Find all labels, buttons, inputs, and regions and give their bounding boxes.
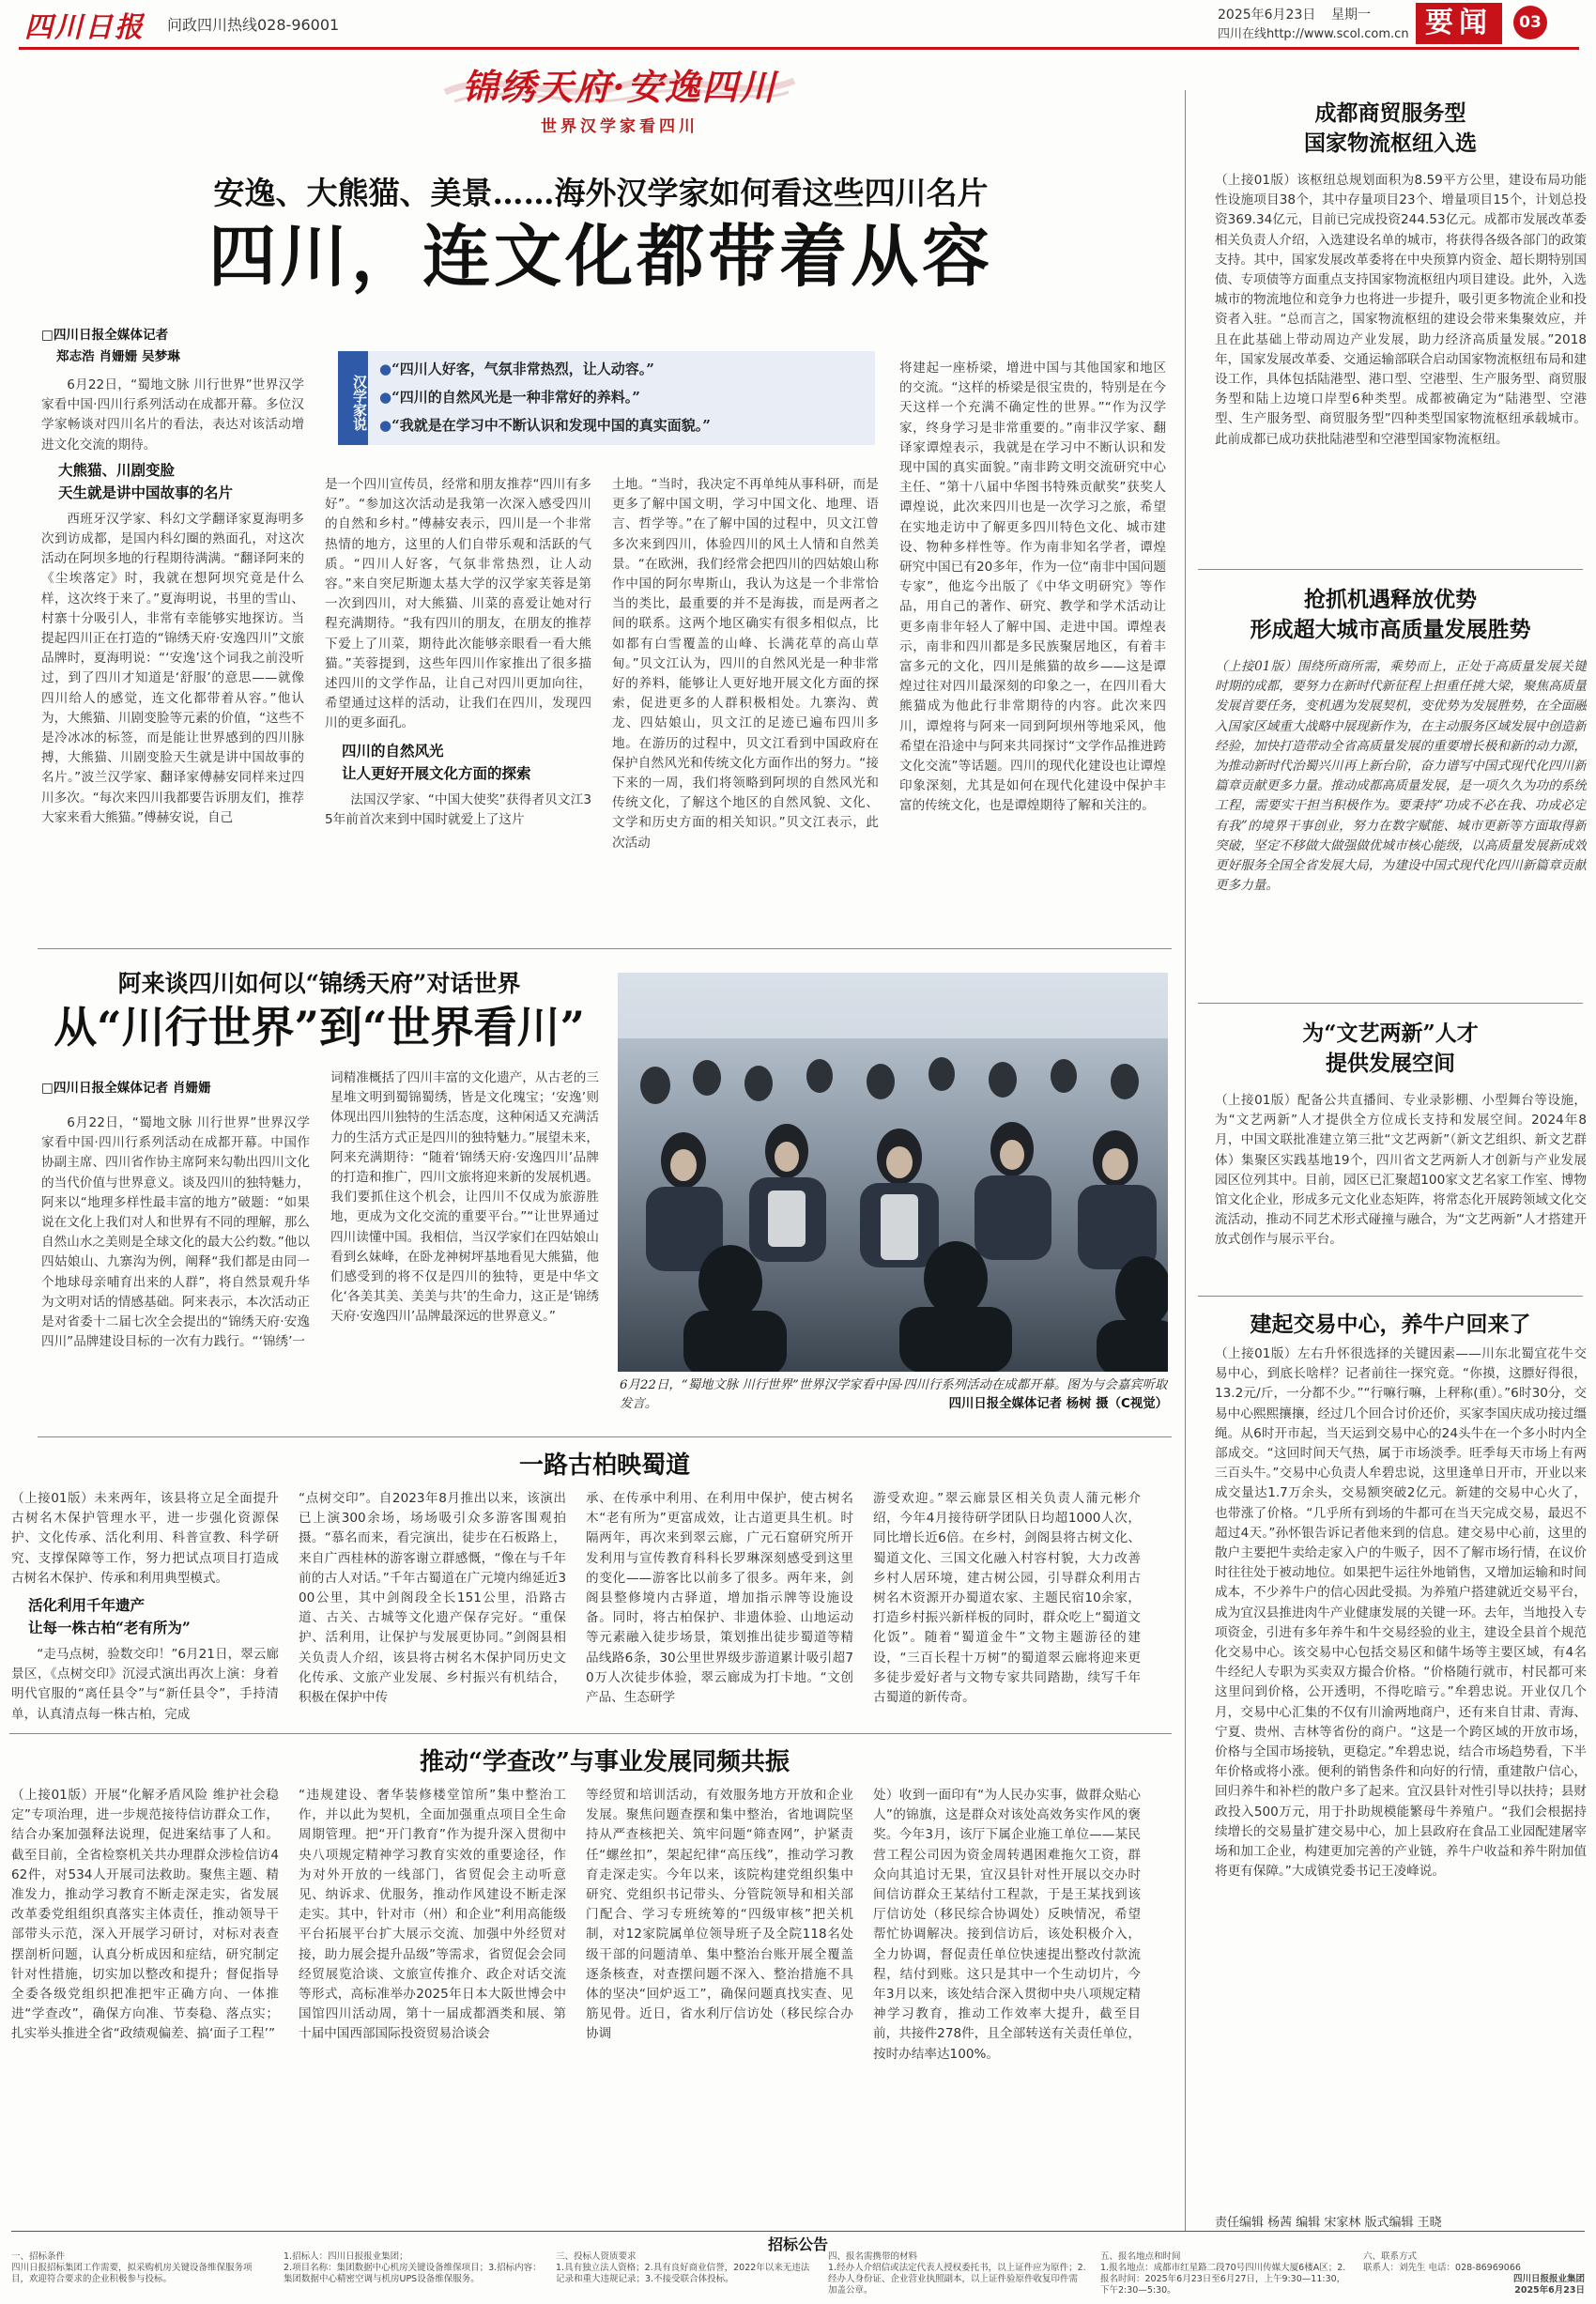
story4-col4-body: 处）收到一面印有“为人民办实事，做群众贴心人”的锦旗，这是群众对该处高效务实作风的褒奖。今年3月，该厅下属企业施工单位——某民营工程公司因为资金周转遇困难拖欠工资，群众向其追讨无果，宜汉县针对性开展以交办时间信访群众王某结付工程款，于是王某找到该厅信访处（移民综合协调处）反映情况，希望帮忙协调解决。接到信访后，该处积极介入，全力协调，督促责任单位快速提出整改付款流程，结付到账。这只是其中一个生动切片，今年3月以来，该处结合深入贯彻中央八项规定精神学习教育，推动工作效率大提升，截至目前，共接件278件，且全部转送有关责任单位，按时办结率达100%。	[873, 1788, 1141, 2062]
story4-col1-body: （上接01版）开展“化解矛盾风险 维护社会稳定”专项治理，进一步规范接待信访群众工作，结合办案加强释法说理，促进案结事了人和。截至目前，全省检察机关共办理群众涉检信访462件，对534人开展司法救助。聚焦主题、精准发力，推动学习教育不断走深走实，省发展改革委党组组织真落实主体责任，推动领导干部带头示范，深入开展学习研讨，对标对表查摆剖析问题，认真分析成因和症结，研究制定针对性措施，切实加以整改和提升；督促指导全委各级党组织把准把牢正确方向、一体推进“学查改”，确保方向准、节奏稳、落点实；扎实举头推进全省“政绩观偏差、搞‘面子工程’”	[11, 1788, 279, 2042]
story4-headline: 推动“学查改”与事业发展同频共振	[420, 1748, 790, 1776]
masthead-rule	[19, 47, 1579, 50]
sidebar-headline-1a: 成都商贸服务型	[1314, 100, 1466, 126]
story1-subhead-2b: 让人更好开展文化方面的探索	[342, 763, 531, 782]
story1-col2-body: 是一个四川宣传员，经常和朋友推荐“四川有多好”。“参加这次活动是我第一次深入感受四川的自然和乡村。”傅赫安表示，四川是一个非常热情的地方，这里的人们自带乐观和活跃的气质。“四川人好客，气氛非常热烈，让人动容。”来自突尼斯迦太基大学的汉学家芙蓉是第一次到四川，对大熊猫、川菜的喜爱让她对行程充满期待。“我有四川的朋友，在朋友的推荐下爱上了川菜，期待此次能够亲眼看一看大熊猫。”芙蓉提到，这些年四川作家推出了很多描述四川的文学作品，让自己对四川更加向往，希望通过这样的活动，让我们在四川，发现四川的更多面孔。	[325, 477, 591, 731]
quote-3	[379, 415, 711, 435]
sidebar-story-4	[1215, 1344, 1587, 2210]
story4-col3-body: 等经贸和培训活动，有效服务地方开放和企业发展。聚焦问题查摆和集中整治，省地调院坚持从严查核把关、筑牢问题“筛查网”，护紧责任“螺丝扣”，架起纪律“高压线”，推动学习教育走深走实。今年以来，该院构建党组织集中研究、党组织书记带头、分管院领导和相关部门配合、学习专班统筹的“四级审核”把关机制，对12家院属单位领导班子及全院118名处级干部的问题清单、集中整治台账开展全覆盖逐条核查，对查摆问题不深入、整治措施不具体的坚决“回炉返工”，确保问题真找实查、见筋见骨。近日，省水利厅信访处（移民综合办协调	[586, 1788, 853, 2042]
notice-col-4	[828, 2251, 1086, 2302]
conference-photo[interactable]	[618, 973, 1168, 1372]
story1-lead: 6月22日，“蜀地文脉 川行世界”世界汉学家看中国·四川行系列活动在成都开幕。多位汉学家畅谈对四川名片的看法，表达对该活动增进文化交流的期待。	[41, 377, 304, 453]
story2-col1-body: 6月22日，“蜀地文脉 川行世界”世界汉学家看中国·四川行系列活动在成都开幕。中国作协副主席、四川省作协主席阿来勾勒出四川文化的当代价值与世界意义。谈及四川的独特魅力，阿来以“地理多样性最丰富的地方”破题：“如果说在文化上我们对人和世界有不同的理解，那么自然山水之美则是全球文化的最大公约数。”他以四姑娘山、九寨沟为例，阐释“我们都是由同一个地球母亲哺育出来的人群”，将自然景观升华为文明对话的情感基础。阿来表示，本次活动正是对省委十二届七次全会提出的“锦绣天府·安逸四川”品牌建设目标的一次有力践行。“‘锦绣’一	[41, 1115, 310, 1350]
notice-col-2	[284, 2251, 542, 2302]
notice-col-1-text: 四川日报招标集团工作需要，拟采购机房关键设备维保服务项目，欢迎符合要求的企业积极参与投标。	[11, 2263, 253, 2284]
sidebar-story-4-body: （上接01版）左右升怀很选择的关键因素——川东北蜀宜花牛交易中心，到底长啥样？记者前往一探究竟。“你摸，这膘好得很，13.2元/斤，一分都不少。”“行嘛行嘛，上秤称(重）。”6时30分，交易中心熙熙攘攘，经过几个回合讨价还价，买家李国庆成功接过缰绳。从6时开市起，当天运到交易中心的24头牛在一个多小时内全部成交。“这回时间天气热，属于市场淡季。旺季每天市场上有两三百头牛。”交易中心负责人牟碧忠说，这里逢单日开市，开业以来成交量达1.7万余头，交易额突破2亿元。新建的交易中心火了，也带涨了价格。“几乎所有到场的牛都可在当天完成交易，最迟不超过4天。”孙怀银告诉记者他来到的信息。建交易中心前，这里的散户主要把牛卖给走家入户的牛贩子，因不了解市场行情，在议价时往往处于被动地位。如果把牛运往外地销售，又增加运输和时间成本，不少养牛户的信心因此受损。为养殖户搭建就近交易平台，成为宜汉县推进肉牛产业健康发展的关键一环。去年，当地投入专项资金，引进有多年养牛和牛交易经验的业主，建设全县首个规范化交易中心。该交易中心包括交易区和储牛场等主要区域，有4名牛经纪人专职为买卖双方撮合价格。“价格随行就市，村民都可来这里问到价格，公开透明，不得吃暗亏。”牟碧忠说。开业仅几个月，交易中心汇集的不仅有川渝两地商户，还有来自甘肃、青海、宁夏、贵州、吉林等省份的商户。“这是一个跨区域的开放市场，价格与全国市场接轨，更稳定。”牟碧忠说，结合市场趋势看，下半年价格或将小涨。便利的销售条件和向好的行情，重建散户信心，回归养牛和补栏的散户多了起来。宜汉县针对性引导以扶持；县财政投入500万元，用于扑助规模能繁母牛养殖户。“我们会根据持续增长的交易量扩建交易中心，加上县政府在食品工业园配建屠宰场和加工企业，构建更加完善的产业链，养牛户收益和养牛附加值将更有保障。”大成镇党委书记王凌峰说。	[1215, 1346, 1587, 1880]
topic-banner	[413, 53, 826, 139]
notice-col-5-heading: 五、报名地点和时间	[1100, 2251, 1181, 2262]
story3-subhead-a: 活化利用千年遗产	[28, 1596, 146, 1615]
notice-col-6-heading: 六、联系方式	[1363, 2251, 1418, 2262]
story3-col2-body: “点树交印”。自2023年8月推出以来，该演出已上演300余场，场场吸引众多游客围观拍摄。“慕名而来，看完演出，徒步在石板路上，来自广西桂林的游客谢立群感慨，“像在与千年前的古人对话。”千年古蜀道在广元境内绵延近300公里，其中剑阁段全长151公里，沿路古道、古关、古城等文化遗产保存完好。“重保护、活利用，让保护与发展更协同。”剑阁县相关负责人介绍，该县将古树名木保护同历史文化传承、文旅产业发展、乡村振兴有机结合，积极在保护中传	[299, 1491, 566, 1706]
story1-col3-body: 土地。“当时，我决定不再单纯从事科研，而是更多了解中国文明，学习中国文化、地理、语言、哲学等。”在了解中国的过程中，贝文江曾多次来到四川，体验四川的风土人情和自然美景。“在欧洲，我们经常会把四川的四姑娘山称作中国的阿尔卑斯山，我认为这是一个非常恰当的类比，最重要的并不是海拔，而是两者之间的联系。这两个地区确实有很多相似点，比如都有白雪覆盖的山峰、长满花草的高山草甸。”贝文江认为，四川的自然风光是一种非常好的养料，能够让人更好地开展文化方面的探索，促进更多的人群积极相处。九寨沟、黄龙、四姑娘山，贝文江的足迹已遍布四川多地。在游历的过程中，贝文江看到中国政府在保护自然风光和传统文化方面作出的努力。“接下来的一周，我们将领略到阿坝的自然风光和传统文化，了解这个地区的自然风貌、文化、文学和历史方面的相关知识。”贝文江表示，此次活动	[612, 477, 879, 851]
sidebar-rule-1	[1198, 569, 1583, 570]
page-number-badge: 03	[1513, 6, 1547, 39]
story2-column-2	[330, 1068, 599, 1433]
banner-title: 锦绣天府·安逸四川	[462, 66, 777, 108]
sidebar-rule-3	[1198, 1296, 1583, 1297]
story2-headline: 从“川行世界”到“世界看川”	[54, 1002, 585, 1052]
sidebar-rule-2	[1198, 1003, 1583, 1004]
quotes-label-text: 汉学家说	[351, 375, 368, 431]
quote-1	[379, 359, 654, 378]
sidebar-headline-2b: 形成超大城市高质量发展胜势	[1250, 617, 1531, 642]
notice-col-3	[556, 2251, 814, 2302]
sidebar-story-3	[1215, 1091, 1587, 1288]
story2-column-1	[41, 1114, 310, 1433]
story1-col4-body: 将建起一座桥梁，增进中国与其他国家和地区的交流。“这样的桥梁是很宝贵的，特别是在今天这样一个充满不确定性的世界。”“作为汉学家，终身学习是非常重要的。”南非汉学家、翻译家谭煌表示，我就是在学习中不断认识和发现中国的真实面貌。”南非跨文明交流研究中心主任、“第十八届中华图书特殊贡献奖”获奖人谭煌说，此次来四川也是一次学习之旅，希望在实地走访中了解更多四川特色文化、城市建设、物种多样性等。作为南非知名学者，谭煌研究中国已有20多年，作为一位“南非中国问题专家”，他迄今出版了《中华文明研究》等作品，用自己的著作、研究、教学和学术活动让更多南非年轻人了解中国、走进中国。谭煌表示，南非和四川都是多民族聚居地区，有着丰富多元的文化，四川是熊猫的故乡——这是谭煌过往对四川最深刻的印象之一，在四川看大熊猫成为他此行非常期待的内容。此次来四川，谭煌将与阿来一同到阿坝州等地采风，他希望在沿途中与阿来共同探讨“文学作品推进跨文化交流”等话题。四川的现代化建设也让谭煌印象深刻，尤其是如何在现代化建设中保护丰富的传统文化，也是谭煌期待了解和关注的。	[899, 361, 1166, 814]
bullet-icon: ●	[379, 361, 392, 377]
story3-bottom-rule	[9, 1733, 1172, 1734]
quote-2-text: “四川的自然风光是一种非常好的养料。”	[391, 389, 640, 406]
sidebar-headline-4: 建起交易中心，养牛户回来了	[1250, 1312, 1531, 1337]
story1-kicker: 安逸、大熊猫、美景……海外汉学家如何看这些四川名片	[213, 175, 989, 211]
bullet-icon: ●	[379, 417, 392, 434]
story1-subhead-2a: 四川的自然风光	[342, 741, 444, 760]
story1-col2b-body: 法国汉学家、“中国大使奖”获得者贝文江35年前首次来到中国时就爱上了这片	[325, 791, 591, 827]
story3-col4-body: 游受欢迎。”翠云廊景区相关负责人蒲元彬介绍，今年4月接待研学团队日均超1000人次，同比增长近6倍。在乡村，剑阁县将古树文化、蜀道文化、三国文化融入村容村貌，大力改善乡村人居环境，建古树公园，引导群众利用古树名木资源开办蜀道农家、主题民宿10余家，打造乡村振兴新样板的同时，群众吃上“蜀道文化饭”。随着“蜀道金牛”文物主题游径的建设，“三百长程十万树”的蜀道翠云廊将迎来更多徒步爱好者与文物专家共同踏勘，续写千年古蜀道的新传奇。	[873, 1491, 1141, 1706]
notice-columns	[11, 2251, 1585, 2302]
story3-column-1	[11, 1489, 279, 1724]
story3-subhead-b: 让每一株古柏“老有所为”	[28, 1619, 191, 1637]
story4-column-3	[586, 1786, 853, 2227]
sidebar-story-3-body: （上接01版）配备公共直播间、专业录影棚、小型舞台等设施，为“文艺两新”人才提供全方位成长支持和发展空间。2024年8月，中国文联批准建立第三批“文艺两新”（新文艺组织、新文艺群体）集聚区实践基地19个，四川省文艺两新人才创新与产业发展园区位列其中。目前，园区已汇聚超100家文艺名家工作室、博物馆文化企业，形成多元文化业态矩阵，将常态化开展跨领域文化交流活动，推动不同艺术形式碰撞与融合，为“文艺两新”人才搭建开放式创作与展示平台。	[1215, 1093, 1587, 1248]
story3-col1b-body: “走马点树，验数交印！”6月21日，翠云廊景区，《点树交印》沉浸式演出再次上演：身着明代官服的“离任县令”与“新任县令”，手持清单，认真清点每一株古柏，完成	[11, 1647, 279, 1722]
story3-headline: 一路古柏映蜀道	[518, 1452, 690, 1480]
sidebar-headline-3b: 提供发展空间	[1326, 1051, 1455, 1076]
story1-column-3	[612, 475, 879, 935]
story4-column-4	[873, 1786, 1141, 2227]
notice-title: 招标公告	[767, 2235, 828, 2253]
issue-weekday: 星期一	[1331, 8, 1371, 23]
masthead	[0, 0, 1596, 47]
story1-column-4	[899, 359, 1166, 935]
story3-column-2	[299, 1489, 566, 1724]
story1-column-2	[325, 475, 591, 935]
notice-col-6	[1363, 2251, 1585, 2302]
story1-byline-label: □四川日报全媒体记者	[41, 328, 169, 343]
story3-column-3	[586, 1489, 853, 1724]
notice-col-4-text: 1.经办人介绍信或法定代表人授权委托书，以上证件应为原件；2.经办人身份证、企业营业执照副本，以上证件验原件收复印件需加盖公章。	[828, 2263, 1086, 2296]
story2-kicker: 阿来谈四川如何以“锦绣天府”对话世界	[117, 970, 521, 997]
notice-col-3-heading: 三、投标人资质要求	[556, 2251, 637, 2262]
story2-bottom-rule	[38, 1436, 1172, 1437]
story4-column-1	[11, 1786, 279, 2227]
story4-column-2	[299, 1786, 566, 2227]
photo-credit: 四川日报全媒体记者 杨树 摄（C视觉）	[948, 1397, 1168, 1411]
bullet-icon: ●	[379, 389, 392, 406]
story3-column-4	[873, 1489, 1141, 1724]
notice-col-3-text: 1.具有独立法人资格；2.具有良好商业信誉，2022年以来无违法记录和重大违规记录；3.不接受联合体投标。	[556, 2263, 810, 2284]
notice-col-5	[1100, 2251, 1354, 2302]
photo-caption: 6月22日，“蜀地文脉 川行世界”世界汉学家看中国·四川行系列活动在成都开幕。图为与会嘉宾听取发言。	[620, 1378, 1168, 1411]
notice-col-5-text: 1.报名地点：成都市红星路二段70号四川传媒大厦6楼A区；2.报名时间：2025年6月23日至6月27日，上午9:30—11:30，下午2:30—5:30。	[1100, 2263, 1346, 2296]
hotline-text: 问政四川热线028-96001	[167, 16, 340, 34]
website-url[interactable]: 四川在线http://www.scol.com.cn	[1218, 27, 1409, 41]
section-badge: 要闻	[1416, 3, 1502, 44]
story1-subhead-1a: 大熊猫、川剧变脸	[58, 460, 176, 479]
notice-col-6-text: 联系人：刘先生 电话：028-86969066	[1363, 2263, 1521, 2273]
quote-2	[379, 387, 640, 407]
story4-col2-body: “违规建设、奢华装修楼堂馆所”集中整治工作，并以此为契机，全面加强重点项目全生命周期管理。把“开门教育”作为提升深入贯彻中央八项规定精神学习教育实效的重要途径，作为对外开放的一线部门，省贸促会主动听意见、纳诉求、优服务，推动作风建设不断走深走实。其中，针对市（州）和企业“利用高能级平台拓展平台扩大展示交流、加强中外经贸对接，助力展会提升品级”等需求，省贸促会会同经贸展览洽谈、文旅宣传推介、政企对话交流等形式，高标准举办2025年日本大阪世博会中国馆四川活动周，第十一届成都酒类和展、第十届中国西部国际投资贸易洽谈会	[299, 1788, 566, 2042]
notice-top-rule	[11, 2231, 1585, 2232]
quotes-box	[338, 351, 875, 445]
story1-headline: 四川，连文化都带着从容	[207, 216, 993, 296]
story1-byline-names: 郑志浩 肖姗姗 吴梦琳	[56, 349, 180, 364]
sidebar-divider	[1185, 90, 1186, 2231]
notice-col-2-heading: 1.招标人：四川日报报业集团；	[284, 2251, 408, 2262]
notice-col-2-text: 2.项目名称：集团数据中心机房关键设备维保项目；3.招标内容：集团数据中心精密空调与机房UPS设备维保服务。	[284, 2263, 542, 2284]
notice-footer-org: 四川日报报业集团	[1512, 2274, 1585, 2284]
sidebar-headline-1b: 国家物流枢纽入选	[1304, 131, 1477, 156]
story2-col2-body: 词精准概括了四川丰富的文化遗产，从古老的三星堆文明到蜀锦蜀绣，皆是文化瑰宝；‘安逸’则体现出四川独特的生活态度，这种闲适又充满活力的生活方式正是四川的独特魅力。”展望未来，阿来充满期待：“随着‘锦绣天府·安逸四川’品牌的打造和推广，四川文旅将迎来新的发展机遇。我们要抓住这个机会，让四川不仅成为旅游胜地，更成为文化交流的重要平台。”“让世界通过四川读懂中国。我相信，当汉学家们在四姑娘山看到幺妹峰，在卧龙神树坪基地看见大熊猫，他们感受到的将不仅是四川的独特，更是中华文化‘各美其美、美美与共’的生命力，这正是‘锦绣天府·安逸四川’品牌最深远的世界意义。”	[330, 1070, 599, 1325]
story1-subhead-1b: 天生就是讲中国故事的名片	[58, 483, 234, 501]
newspaper-logo[interactable]: 四川日报	[24, 11, 145, 44]
banner-subtitle: 世界汉学家看四川	[541, 117, 698, 136]
sidebar-story-1	[1215, 171, 1587, 561]
sidebar-story-2-body: （上接01版）围绕所商所需，乘势而上，正处于高质量发展关键时期的成都，要努力在新时代新征程上担重任挑大梁，聚焦高质量发展首要任务，变机遇为发展契机，变优势为发展胜势，在全面融入国家区域重大战略中展现新作为，在主动服务区域发展中创造新经验，加快打造带动全省高质量发展的重要增长极和新的动力源，为推动新时代治蜀兴川再上新台阶，奋力谱写中国式现代化四川新篇章贡献更多力量。推动成都高质量发展，是一项久久为功的系统工程，需要实干担当积极作为。要秉持“功成不必在我、功成必定有我”的境界干事创业，努力在数字赋能、城市更新等方面取得新突破，坚定不移做大做强做优城市核心能级，以高质量发展新成效更好服务全国全省发展大局，为建设中国式现代化四川新篇章贡献更多力量。	[1215, 659, 1587, 894]
story1-bottom-rule	[38, 948, 1172, 949]
story1-column-1	[41, 376, 304, 935]
notice-col-1	[11, 2251, 269, 2302]
notice-col-1-heading: 一、招标条件	[11, 2251, 66, 2262]
audience-illustration-icon	[618, 973, 1168, 1372]
sidebar-headline-3a: 为“文艺两新”人才	[1302, 1021, 1479, 1046]
notice-footer-date: 2025年6月23日	[1514, 2285, 1585, 2296]
quotes-label	[338, 351, 368, 445]
sidebar-story-1-body: （上接01版）该枢纽总规划面积为8.59平方公里，建设布局功能性设施项目38个，其中存量项目23个、增量项目15个，计划总投资369.34亿元，目前已完成投资244.53亿元。成都市发展改革委相关负责人介绍，入选建设名单的城市，将获得各级各部门的政策支持。其中，国家发展改革委将在中央预算内资金、超长期特别国债、专项债等方面重点支持国家物流枢纽内项目建设。此外，入选城市的物流地位和竞争力也将进一步提升，吸引更多物流企业和投资者入驻。“总而言之，国家物流枢纽的建设会带来集聚效应，并且在此基础上带动周边产业发展，助力经济高质量发展。”2018年，国家发展改革委、交通运输部联合启动国家物流枢纽布局和建设工作，具体包括陆港型、港口型、空港型、生产服务型、商贸服务型和陆上边境口岸型6种类型。成都被确定为“陆港型、空港型、生产服务型、商贸服务型”四种类型国家物流枢纽承载城市。此前成都已成功获批陆港型和空港型国家物流枢纽。	[1215, 173, 1587, 447]
notice-col-4-heading: 四、报名需携带的材料	[828, 2251, 918, 2262]
editor-credits: 责任编辑 杨茜 编辑 宋家林 版式编辑 王晓	[1215, 2216, 1442, 2230]
story1-col1-body: 西班牙汉学家、科幻文学翻译家夏海明多次到访成都，是国内科幻圈的熟面孔，对这次活动在阿坝多地的行程期待满满。“翻译阿来的《尘埃落定》时，我就在想阿坝究竟是什么样，这次终于来了。”夏海明说，书里的雪山、村寨十分吸引人，非常有幸能够实地探访。当提起四川正在打造的“锦绣天府·安逸四川”文旅品牌时，夏海明说：“‘安逸’这个词我之前没听过，到了四川才知道是‘舒服’的意思——就像四川给人的感觉，连文化都带着从容。”他认为，大熊猫、川剧变脸等元素的价值，“这些不是冷冰冰的标签，而是能让世界感到的四川脉搏，大熊猫、川剧变脸天生就是讲中国故事的名片。”波兰汉学家、翻译家傅赫安同样来过四川多次。“每次来四川我都要告诉朋友们，推荐大家来看大熊猫。”傅赫安说，自己	[41, 511, 304, 825]
quote-3-text: “我就是在学习中不断认识和发现中国的真实面貌。”	[391, 417, 711, 434]
story3-col1-body: （上接01版）未来两年，该县将立足全面提升古树名木保护管理水平，进一步强化资源保护、文化传承、活化利用、科普宣教、科学研究、支撑保障等工作，努力把试点项目打造成古树名木保护、传承和利用典型模式。	[11, 1491, 279, 1586]
story2-byline: □四川日报全媒体记者 肖姗姗	[41, 1081, 211, 1096]
story3-col3-body: 承、在传承中利用、在利用中保护，使古树名木“老有所为”更富成效，让古道更具生机。时隔两年，再次来到翠云廊，广元石窟研究所开发利用与宣传教育科科长罗琳深刻感受到这里的变化——游客比以前多了很多。两年来，剑阁县整修境内古驿道，增加指示牌等设施设备。同时，将古柏保护、非遗体验、山地运动等元素融入徒步场景，策划推出徒步蜀道等精品线路6条，30公里世界级步游道累计吸引超70万人次徒步体验，翠云廊成为打卡地。“文创产品、生态研学	[586, 1491, 853, 1706]
sidebar-story-2	[1215, 657, 1587, 995]
quote-1-text: “四川人好客，气氛非常热烈，让人动容。”	[391, 361, 654, 377]
issue-date: 2025年6月23日	[1218, 8, 1316, 23]
sidebar-headline-2a: 抢抓机遇释放优势	[1304, 587, 1477, 612]
